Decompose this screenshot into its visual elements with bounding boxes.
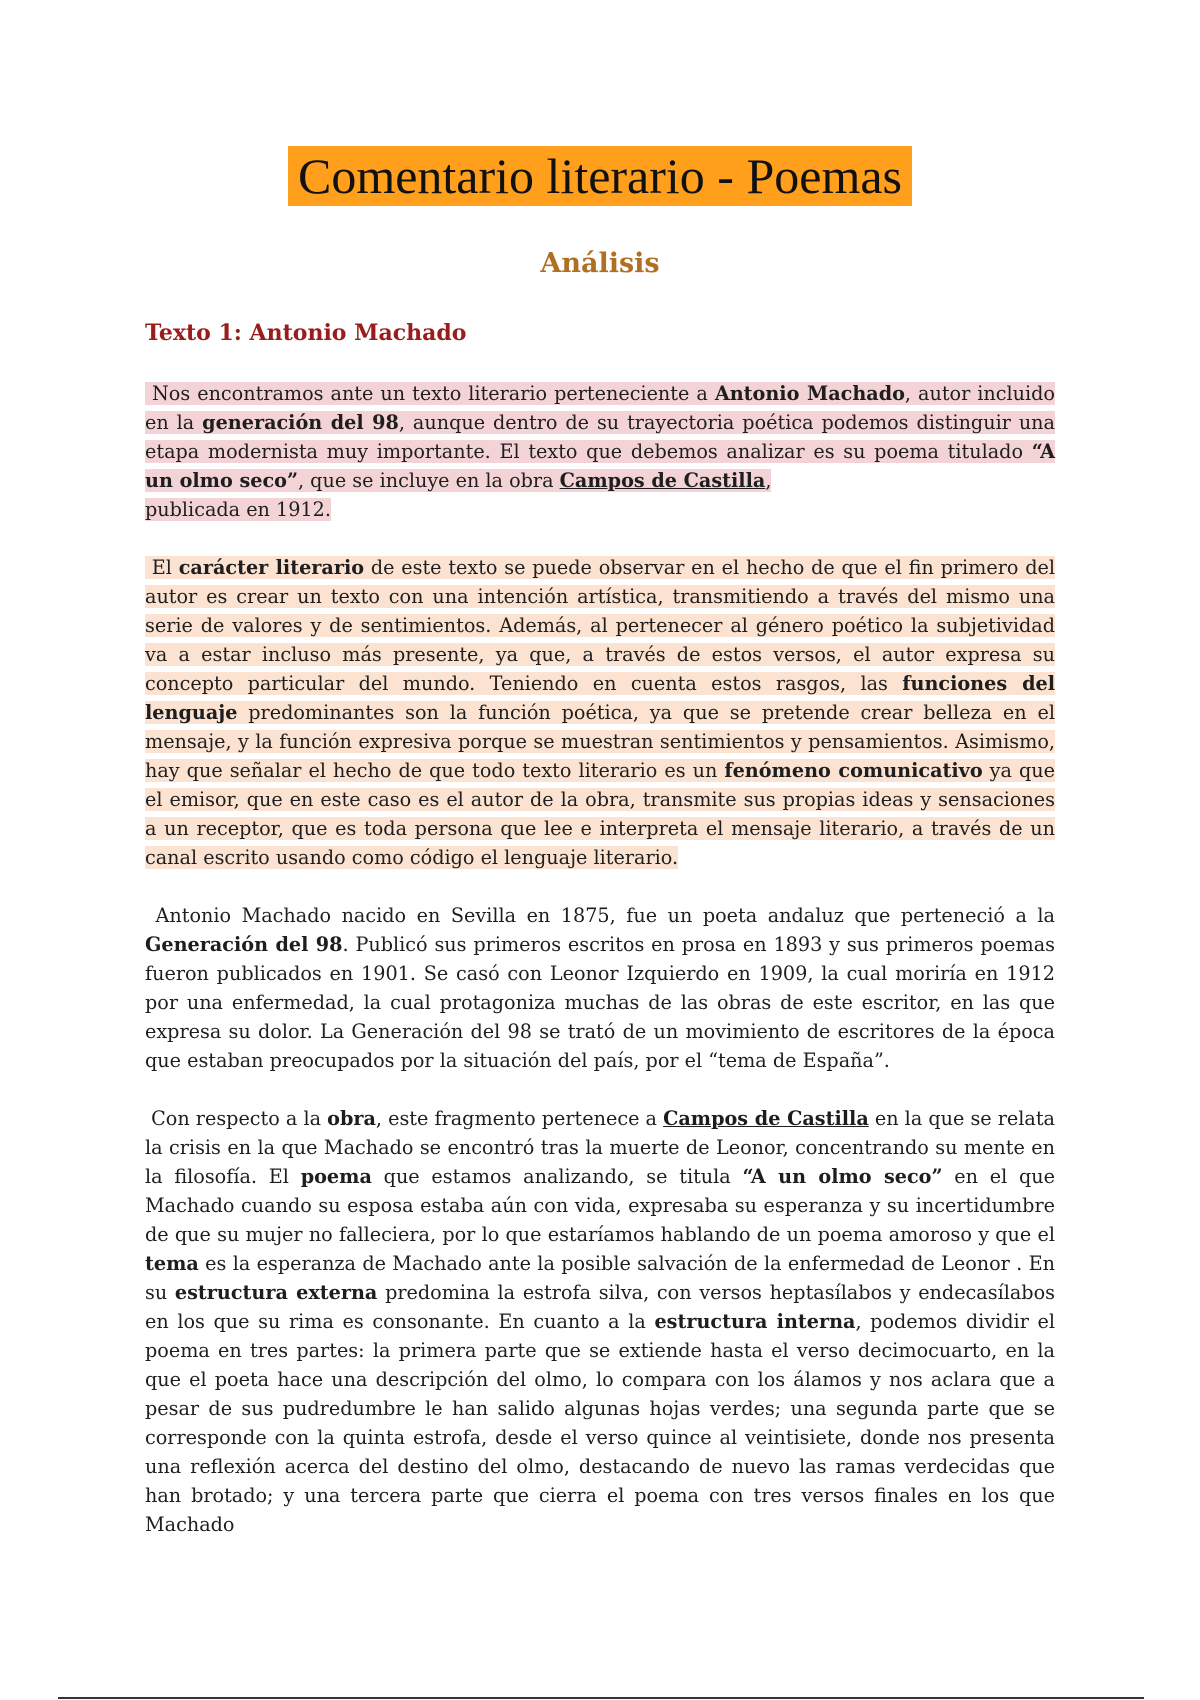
bold-text: Antonio Machado: [714, 382, 905, 405]
title-container: [0, 146, 1200, 206]
bold-text: carácter literario: [178, 556, 365, 579]
text-run: , autor incluido en la: [145, 382, 1055, 434]
text-run: en el que Machado cuando su esposa estaba aún con vida, expresaba su esperanza y su incertidumbre de que su mujer no falleciera, por lo que estaríamos hablando de un poema amoroso y que el: [145, 1165, 1056, 1246]
text-run: de este texto se puede observar en el hecho de que el fin primero del autor es crear un texto con una intención artística, transmitiendo a través del mismo una serie de valores y de sentimientos. Además, al pertenecer al género poético la subjetividad va a estar incluso más presente, ya que, a través de estos versos, el autor expresa su concepto particular del mundo. Teniendo en cuenta estos rasgos, las: [145, 556, 1056, 695]
bold-text: tema: [145, 1252, 199, 1275]
document-title: Comentario literario - Poemas: [288, 146, 912, 206]
highlight-peach: [145, 556, 1055, 869]
text-run: es la esperanza de Machado ante la posible salvación de la enfermedad de Leonor . En su: [145, 1252, 1055, 1304]
bold-text: “A un olmo seco”: [145, 440, 1055, 492]
bold-text: estructura interna: [654, 1310, 856, 1333]
text-run: en la que se relata la crisis en la que Machado se encontró tras la muerte de Leonor, concentrando su mente en la filosofía. El: [145, 1107, 1056, 1188]
highlight-pink: [145, 382, 1055, 521]
text-run: que estamos analizando, se titula: [371, 1165, 743, 1188]
text-run: ,: [765, 469, 772, 492]
text-run: El: [151, 556, 179, 579]
text-run: , este fragmento pertenece a: [375, 1107, 664, 1130]
paragraph-work: [145, 1104, 1055, 1539]
underlined-work-title: Campos de Castilla: [559, 469, 766, 492]
bold-text: Generación del 98: [145, 933, 343, 956]
text-run: ya que el emisor, que en este caso es el autor de la obra, transmite sus propias ideas y sensaciones a un receptor, que es toda persona que lee e interpreta el mensaje literario, a través de un canal escrito usando como código el lenguaje literario.: [145, 759, 1055, 869]
bold-text: funciones del lenguaje: [145, 672, 1055, 724]
text-run: . Publicó sus primeros escritos en prosa en 1893 y sus primeros poemas fueron publicados en 1901. Se casó con Leonor Izquierdo en 1909, la cual moriría en 1912 por una enfermedad, la cual protagoniza muchas de las obras de este escritor, en las que expresa su dolor. La Generación del 98 se trató de un movimiento de escritores de la época que estaban preocupados por la situación del país, por el “tema de España”.: [145, 933, 1055, 1072]
text-run: predominantes son la función poética, ya que se pretende crear belleza en el mensaje, y la función expresiva porque se muestran sentimientos y pensamientos. Asimismo, hay que señalar el hecho de que todo texto literario es un: [145, 701, 1055, 782]
bold-text: “A un olmo seco”: [742, 1165, 943, 1188]
text-run: , aunque dentro de su trayectoria poética podemos distinguir una etapa modernista muy importante. El texto que debemos analizar es su poema titulado: [145, 411, 1055, 463]
bold-text: estructura externa: [174, 1281, 378, 1304]
underlined-work-title: Campos de Castilla: [663, 1107, 869, 1130]
text-run: Con respecto a la: [151, 1107, 328, 1130]
paragraph-author: [145, 901, 1055, 1075]
text-run: , que se incluye en la obra: [297, 469, 560, 492]
section-heading: Texto 1: Antonio Machado: [145, 320, 467, 346]
footer-divider: [58, 1697, 1144, 1699]
text-run: predomina la estrofa silva, con versos heptasílabos y endecasílabos en los que su rima es consonante. En cuanto a la: [145, 1281, 1055, 1333]
text-run: Antonio Machado nacido en Sevilla en 1875, fue un poeta andaluz que perteneció a la: [155, 904, 1055, 927]
bold-text: obra: [327, 1107, 376, 1130]
text-run: , podemos dividir el poema en tres partes: la primera parte que se extiende hasta el verso decimocuarto, en la que el poeta hace una descripción del olmo, lo compara con los álamos y nos aclara que a pesar de sus pudredumbre le han salido algunas hojas verdes; una segunda parte que se corresponde con la quinta estrofa, desde el verso quince al veintisiete, donde nos presenta una reflexión acerca del destino del olmo, destacando de nuevo las ramas verdecidas que han brotado; y una tercera parte que cierra el poema con tres versos finales en los que Machado: [145, 1310, 1055, 1536]
paragraph-literary-character: [145, 553, 1055, 872]
text-run: Nos encontramos ante un texto literario perteneciente a: [152, 382, 715, 405]
bold-text: fenómeno comunicativo: [724, 759, 983, 782]
text-run: publicada en 1912.: [145, 498, 331, 521]
bold-text: generación del 98: [202, 411, 399, 434]
document-subtitle: Análisis: [540, 248, 660, 279]
paragraph-intro: [145, 379, 1055, 524]
bold-text: poema: [300, 1165, 372, 1188]
